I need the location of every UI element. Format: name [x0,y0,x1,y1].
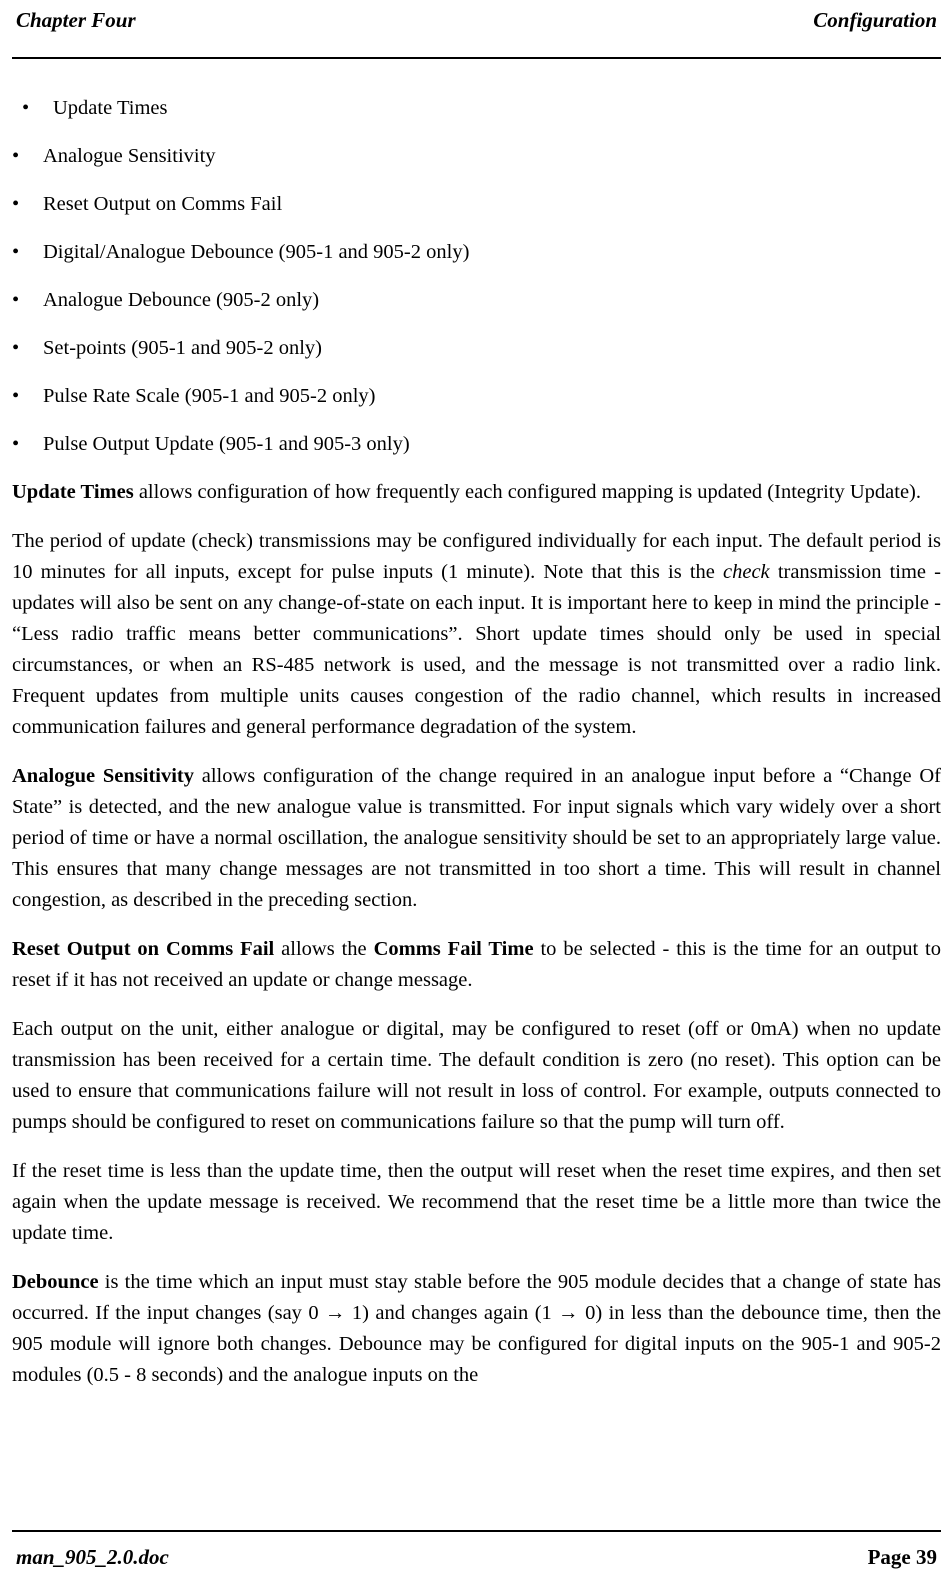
list-item [12,93,941,124]
bullet-icon: • [12,241,20,263]
bullet-icon: • [12,289,20,311]
text-segment: Comms Fail Time [373,938,534,960]
paragraph [12,1014,941,1138]
chapter-title: Chapter Four [16,8,136,32]
text-segment: to be selected - this is the time for an output to reset if it has not received an update or change message. [12,938,941,991]
text-segment: allows configuration of the change required in an analogue input before a “Change Of State” is detected, and the new analogue value is transmitted. For input signals which vary widely over a short period of time or have a normal oscillation, the analogue sensitivity should be set to an appropriately large value. This ensures that many change messages are not transmitted in too short a time. This will result in channel congestion, as described in the preceding section. [12,765,941,911]
bullet-icon: • [12,337,20,359]
list-item [12,333,941,364]
paragraph [12,934,941,996]
list-item [12,285,941,316]
paragraph [12,1267,941,1391]
bullet-icon: • [22,97,30,119]
text-segment: Reset Output on Comms Fail [12,938,275,960]
text-segment: The period of update (check) transmissions may be configured individually for each input. The default period is 10 minutes for all inputs, except for pulse inputs (1 minute). Note that this is the [12,530,941,583]
list-item [12,429,941,460]
list-item [12,381,941,412]
text-segment: check [723,561,770,583]
document-body [12,59,941,1530]
bullet-list [12,93,941,460]
text-segment: Each output on the unit, either analogue or digital, may be configured to reset (off or 0mA) when no update transmission has been received for a certain time. The default condition is zero (no reset). This option can be used to ensure that communications failure will not result in loss of control. For example, outputs connected to pumps should be configured to reset on communications failure so that the pump will turn off. [12,1018,941,1133]
bullet-icon: • [12,145,20,167]
paragraph [12,1156,941,1249]
text-segment: allows configuration of how frequently each configured mapping is updated (Integrity Update). [133,481,922,503]
list-item-label: Reset Output on Comms Fail [43,193,283,215]
text-segment: Update Times [12,481,134,503]
bullet-icon: • [12,385,20,407]
text-segment: Debounce [12,1271,99,1293]
list-item [12,189,941,220]
list-item-label: Analogue Sensitivity [43,145,216,167]
section-title: Configuration [813,8,937,32]
text-segment: transmission time - updates will also be sent on any change-of-state on each input. It is important here to keep in mind the principle - “Less radio traffic means better communications”. Short update times should only be used in special circumstances, or when an RS-485 network is used, and the message is not transmitted over a radio link. Frequent updates from multiple units causes congestion of the radio channel, which results in increased communication failures and general performance degradation of the system. [12,561,941,738]
text-segment: Analogue Sensitivity [12,765,195,787]
paragraph [12,526,941,743]
bullet-icon: • [12,193,20,215]
text-segment: If the reset time is less than the update time, then the output will reset when the reset time expires, and then set again when the update message is received. We recommend that the reset time be a little more than twice the update time. [12,1160,941,1244]
paragraph [12,761,941,916]
list-item-label: Digital/Analogue Debounce (905-1 and 905-2 only) [43,241,470,263]
list-item [12,237,941,268]
list-item-label: Analogue Debounce (905-2 only) [43,289,320,311]
page-header [12,8,941,33]
page-footer [12,1530,941,1570]
footer-filename: man_905_2.0.doc [16,1545,169,1569]
footer-page-number: Page 39 [867,1545,937,1569]
paragraphs [12,477,941,1391]
list-item-label: Update Times [53,97,168,119]
text-segment: allows the [274,938,374,960]
bullet-icon: • [12,433,20,455]
text-segment: is the time which an input must stay stable before the 905 module decides that a change of state has occurred. If the input changes (say 0 → 1) and changes again (1 → 0) in less than the debounce time, then the 905 module will ignore both changes. Debounce may be configured for digital inputs on the 905-1 and 905-2 modules (0.5 - 8 seconds) and the analogue inputs on the [12,1271,941,1386]
list-item-label: Set-points (905-1 and 905-2 only) [43,337,322,359]
paragraph [12,477,941,508]
list-item [12,141,941,172]
list-item-label: Pulse Output Update (905-1 and 905-3 only) [43,433,410,455]
list-item-label: Pulse Rate Scale (905-1 and 905-2 only) [43,385,376,407]
